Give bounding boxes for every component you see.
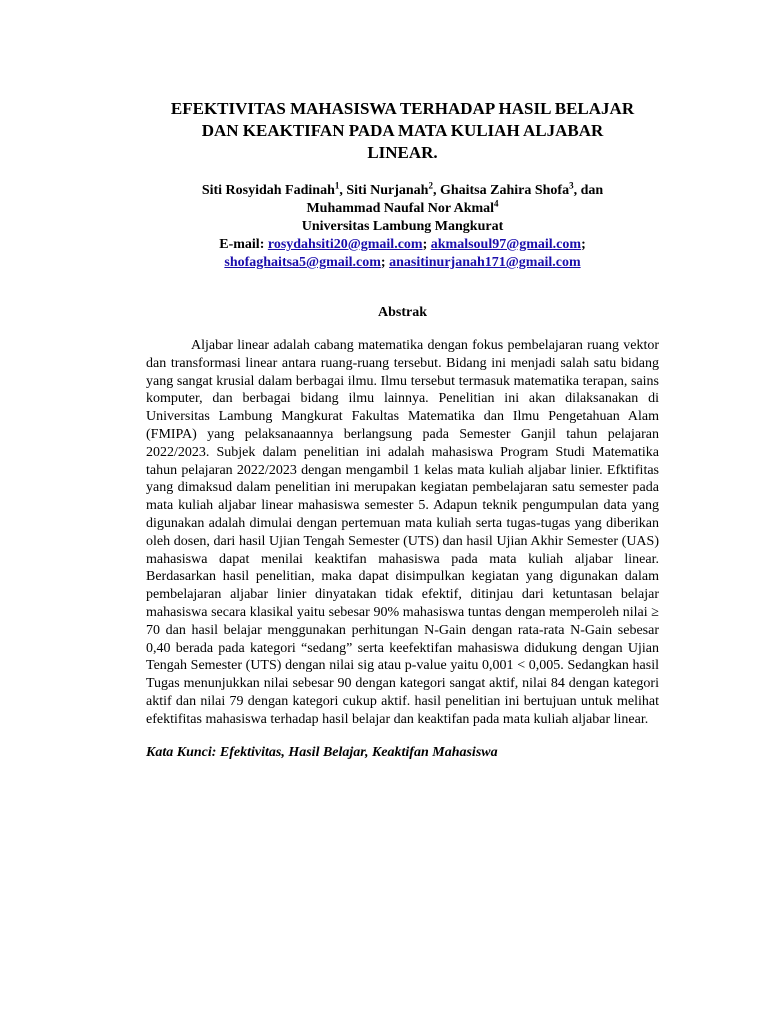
affiliation: Universitas Lambung Mangkurat: [301, 219, 504, 234]
author-superscript: 3: [569, 180, 574, 191]
email-line-1: [146, 236, 659, 254]
title-line-2: DAN KEAKTIFAN PADA MATA KULIAH ALJABAR: [201, 121, 604, 140]
author-superscript: 2: [428, 180, 433, 191]
title-line-3: LINEAR.: [367, 143, 438, 162]
email-line-2: [146, 254, 659, 272]
author-name: Muhammad Naufal Nor Akmal: [306, 201, 495, 216]
email-link[interactable]: rosydahsiti20@gmail.com: [267, 237, 423, 252]
abstract-body: Aljabar linear adalah cabang matematika dengan fokus pembelajaran ruang vektor dan transformasi linear antara ruang-ruang tersebut. Bidang ini menjadi salah satu bidang yang sangat krusial dalam berbagai ilmu. Ilmu tersebut termasuk matematika terapan, sains komputer, dan berbagai bidang ilmu lainnya. Penelitian ini akan dilaksanakan di Universitas Lambung Mangkurat Fakultas Matematika dan Ilmu Pengetahuan Alam (FMIPA) yang pelaksanaannya berlangsung pada Semester Ganjil tahun pelajaran 2022/2023. Subjek dalam penelitian ini adalah mahasiswa Program Studi Matematika tahun pelajaran 2022/2023 dengan mengambil 1 kelas mata kuliah aljabar linier. Efktifitas yang dimaksud dalam penelitian ini merupakan kegiatan pembelajaran satu semester pada mata kuliah aljabar linear mahasiswa semester 5. Adapun teknik pengumpulan data yang digunakan adalah dimulai dengan pertemuan mata kuliah serta tugas-tugas yang diberikan oleh dosen, dari hasil Ujian Tengah Semester (UTS) dan hasil Ujian Akhir Semester (UAS) mahasiswa dapat menilai keaktifan mahasiswa pada mata kuliah aljabar linear. Berdasarkan hasil penelitian, maka dapat disimpulkan kegiatan yang digunakan dalam pembelajaran aljabar linier dinyatakan tidak efektif, ditinjau dari ketuntasan belajar mahasiswa secara klasikal yaitu sebesar 90% mahasiswa tuntas dengan memperoleh nilai ≥ 70 dan hasil belajar menggunakan perhitungan N-Gain dengan rata-rata N-Gain sebesar 0,40 berada pada kategori “sedang” serta keefektifan mahasiswa didukung dengan Ujian Tengah Semester (UTS) dengan nilai sig atau p-value yaitu 0,001 < 0,005. Sedangkan hasil Tugas menunjukkan nilai sebesar 90 dengan kategori sangat aktif, nilai 84 dengan kategori aktif dan nilai 79 dengan kategori cukup aktif. hasil penelitian ini bertujuan untuk melihat efektifitas mahasiswa terhadap hasil belajar dan keaktifan pada mata kuliah aljabar linear.: [146, 338, 659, 727]
author-name: Siti Nurjanah: [346, 183, 429, 198]
author-line-2: [146, 200, 659, 218]
author-superscript: 4: [494, 198, 499, 209]
author-separator: , dan: [573, 183, 604, 198]
email-label: E-mail:: [219, 237, 268, 252]
author-line-1: [146, 182, 659, 200]
email-separator: ;: [380, 255, 390, 270]
page-content: [146, 98, 659, 762]
email-separator: ;: [422, 237, 431, 252]
email-link[interactable]: akmalsoul97@gmail.com: [430, 237, 582, 252]
title-line-1: EFEKTIVITAS MAHASISWA TERHADAP HASIL BELAJAR: [170, 99, 635, 118]
author-block: [146, 182, 659, 272]
abstract-heading: Abstrak: [377, 305, 427, 320]
email-link[interactable]: shofaghaitsa5@gmail.com: [224, 255, 381, 270]
author-name: Ghaitsa Zahira Shofa: [439, 183, 570, 198]
author-separator: ,: [432, 183, 440, 198]
keywords: Kata Kunci: Efektivitas, Hasil Belajar, Keaktifan Mahasiswa: [146, 744, 498, 760]
email-separator: ;: [581, 237, 586, 252]
author-superscript: 1: [334, 180, 340, 191]
paper-title: [146, 98, 659, 164]
author-separator: ,: [339, 183, 347, 198]
email-link[interactable]: anasitinurjanah171@gmail.com: [389, 255, 581, 270]
author-name: Siti Rosyidah Fadinah: [201, 183, 335, 198]
